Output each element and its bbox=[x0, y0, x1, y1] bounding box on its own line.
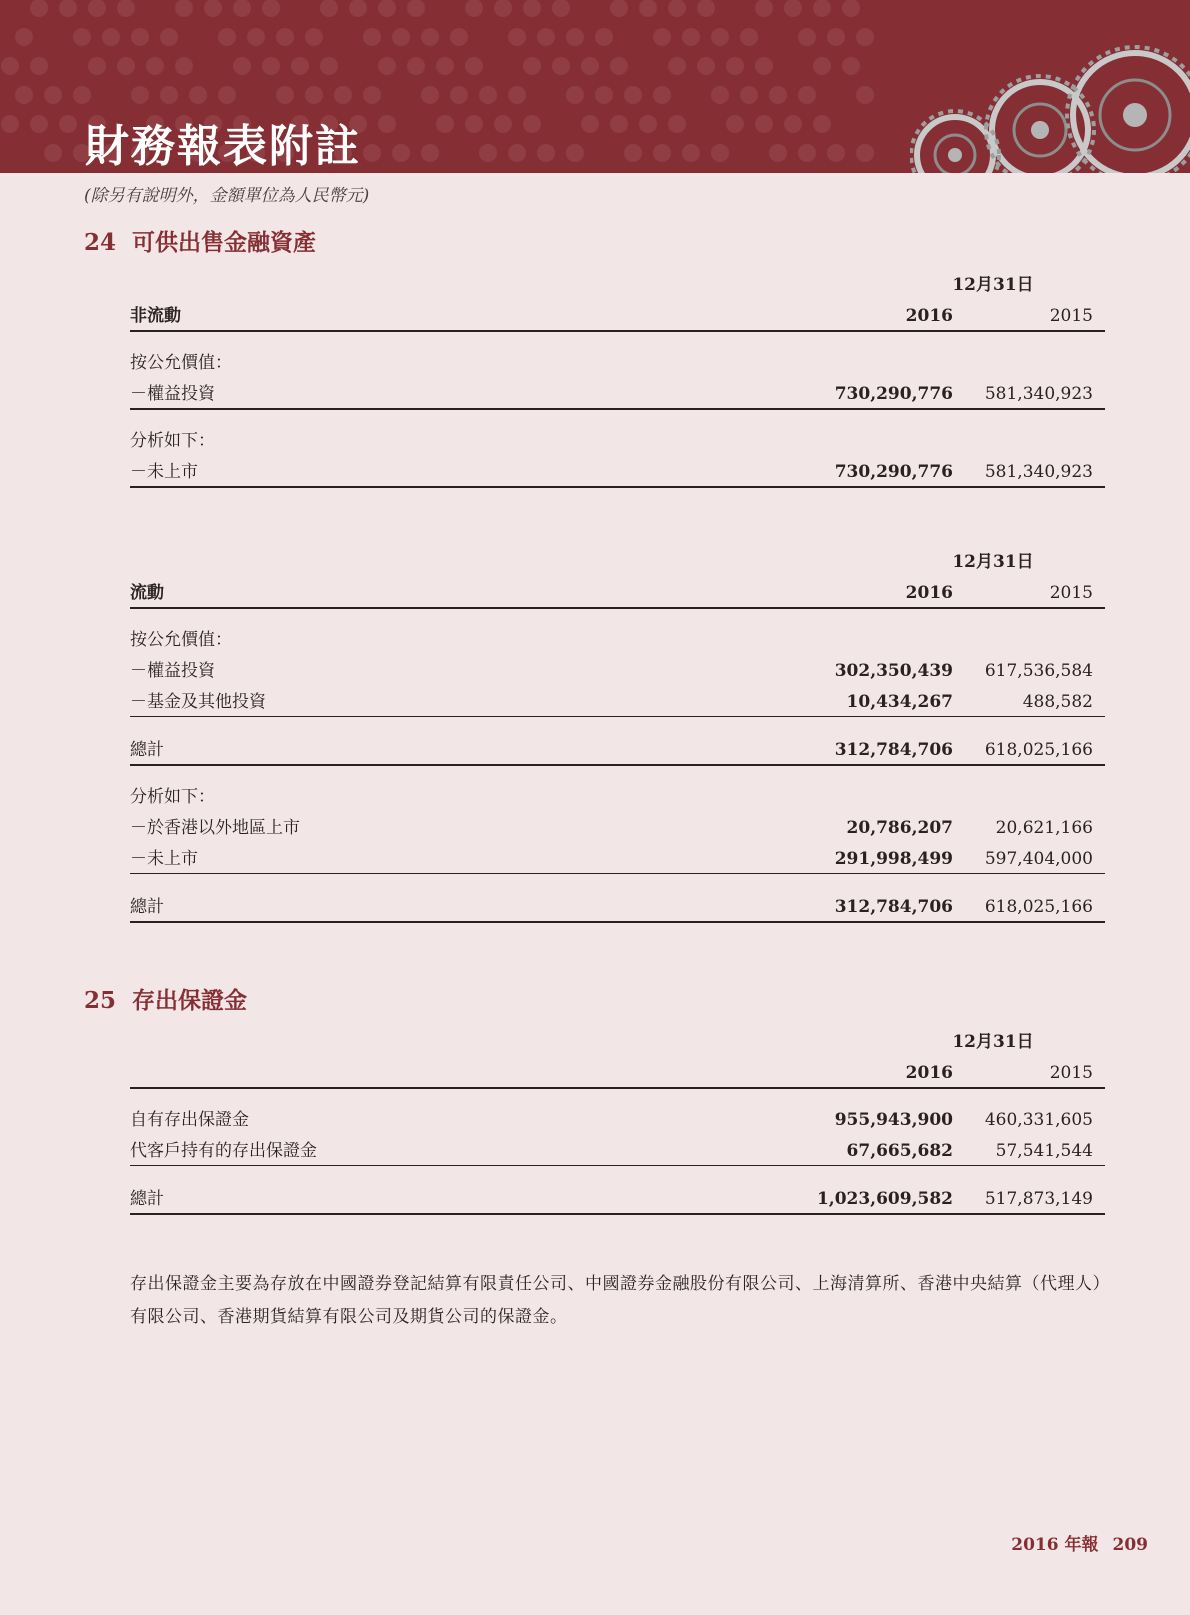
value-2016: 730,290,776 bbox=[834, 384, 953, 404]
total-row bbox=[130, 1182, 1105, 1215]
section-number: 24 bbox=[84, 229, 117, 256]
value-2015: 57,541,544 bbox=[995, 1141, 1093, 1161]
value-2016: 730,290,776 bbox=[834, 462, 953, 482]
report-label: 2016 年報 bbox=[1011, 1535, 1099, 1555]
year-2015: 2015 bbox=[1049, 306, 1093, 326]
table-row bbox=[130, 1134, 1105, 1166]
section-title: 可供出售金融資產 bbox=[132, 229, 316, 256]
row-label: 總計 bbox=[130, 1189, 164, 1209]
section-25-heading bbox=[84, 982, 247, 1015]
year-2016: 2016 bbox=[905, 1063, 953, 1083]
year-2015: 2015 bbox=[1049, 583, 1093, 603]
row-label: 自有存出保證金 bbox=[130, 1110, 249, 1130]
value-2015: 618,025,166 bbox=[984, 897, 1093, 917]
non-current-table bbox=[130, 268, 1105, 488]
value-2015: 581,340,923 bbox=[984, 384, 1093, 404]
row-label: 總計 bbox=[130, 740, 164, 760]
date-label: 12月31日 bbox=[952, 275, 1034, 295]
row-label: －於香港以外地區上市 bbox=[130, 818, 300, 838]
section-title: 存出保證金 bbox=[132, 987, 247, 1014]
value-2015: 581,340,923 bbox=[984, 462, 1093, 482]
year-2016: 2016 bbox=[905, 306, 953, 326]
value-2016: 1,023,609,582 bbox=[816, 1189, 953, 1209]
current-table bbox=[130, 545, 1105, 923]
table-row bbox=[130, 842, 1105, 874]
table-header-row bbox=[130, 576, 1105, 609]
row-label: －基金及其他投資 bbox=[130, 692, 266, 712]
date-header bbox=[130, 1025, 1105, 1056]
value-2016: 312,784,706 bbox=[834, 897, 953, 917]
row-label: 分析如下： bbox=[130, 431, 215, 451]
value-2015: 460,331,605 bbox=[984, 1110, 1093, 1130]
total-row bbox=[130, 733, 1105, 766]
table-header-row bbox=[130, 1056, 1105, 1089]
heading-label: 流動 bbox=[130, 583, 164, 603]
date-label: 12月31日 bbox=[952, 552, 1034, 572]
value-2015: 618,025,166 bbox=[984, 740, 1093, 760]
gears-illustration bbox=[910, 40, 1190, 173]
value-2016: 291,998,499 bbox=[834, 849, 953, 869]
year-2016: 2016 bbox=[905, 583, 953, 603]
header-banner bbox=[0, 0, 1190, 173]
deposit-note: 存出保證金主要為存放在中國證券登記結算有限責任公司、中國證券金融股份有限公司、上海清算所、香港中央結算（代理人）有限公司、香港期貨結算有限公司及期貨公司的保證金。 bbox=[130, 1274, 1110, 1327]
row-label: 按公允價值： bbox=[130, 353, 232, 373]
page-title: 財務報表附註 bbox=[85, 121, 361, 172]
value-2015: 517,873,149 bbox=[984, 1189, 1093, 1209]
row-label: －未上市 bbox=[130, 462, 198, 482]
value-2015: 20,621,166 bbox=[995, 818, 1093, 838]
deposit-table bbox=[130, 1025, 1105, 1215]
group-label-row bbox=[130, 346, 1105, 377]
row-label: 按公允價值： bbox=[130, 630, 232, 650]
value-2016: 955,943,900 bbox=[834, 1110, 953, 1130]
table-row bbox=[130, 455, 1105, 488]
row-label: 總計 bbox=[130, 897, 164, 917]
total-row bbox=[130, 890, 1105, 923]
row-label: 分析如下： bbox=[130, 787, 215, 807]
group-label-row bbox=[130, 780, 1105, 811]
currency-note: (除另有說明外，金額單位為人民幣元) bbox=[84, 186, 370, 206]
table-row bbox=[130, 654, 1105, 685]
row-label: －權益投資 bbox=[130, 384, 215, 404]
date-header bbox=[130, 545, 1105, 576]
section-number: 25 bbox=[84, 987, 117, 1014]
section-24-heading bbox=[84, 224, 316, 257]
value-2015: 617,536,584 bbox=[984, 661, 1093, 681]
table-row bbox=[130, 811, 1105, 842]
group-label-row bbox=[130, 623, 1105, 654]
table-row bbox=[130, 1103, 1105, 1134]
page-footer bbox=[997, 1530, 1148, 1555]
page-number: 209 bbox=[1112, 1535, 1148, 1555]
value-2016: 10,434,267 bbox=[846, 692, 953, 712]
group-label-row bbox=[130, 424, 1105, 455]
value-2015: 488,582 bbox=[1022, 692, 1093, 712]
heading-label: 非流動 bbox=[130, 306, 181, 326]
value-2016: 302,350,439 bbox=[834, 661, 953, 681]
value-2016: 20,786,207 bbox=[846, 818, 953, 838]
date-label: 12月31日 bbox=[952, 1032, 1034, 1052]
table-row bbox=[130, 377, 1105, 410]
year-2015: 2015 bbox=[1049, 1063, 1093, 1083]
row-label: 代客戶持有的存出保證金 bbox=[130, 1141, 317, 1161]
row-label: －未上市 bbox=[130, 849, 198, 869]
table-header-row bbox=[130, 299, 1105, 332]
value-2016: 67,665,682 bbox=[846, 1141, 953, 1161]
value-2015: 597,404,000 bbox=[984, 849, 1093, 869]
date-header bbox=[130, 268, 1105, 299]
row-label: －權益投資 bbox=[130, 661, 215, 681]
value-2016: 312,784,706 bbox=[834, 740, 953, 760]
table-row bbox=[130, 685, 1105, 717]
